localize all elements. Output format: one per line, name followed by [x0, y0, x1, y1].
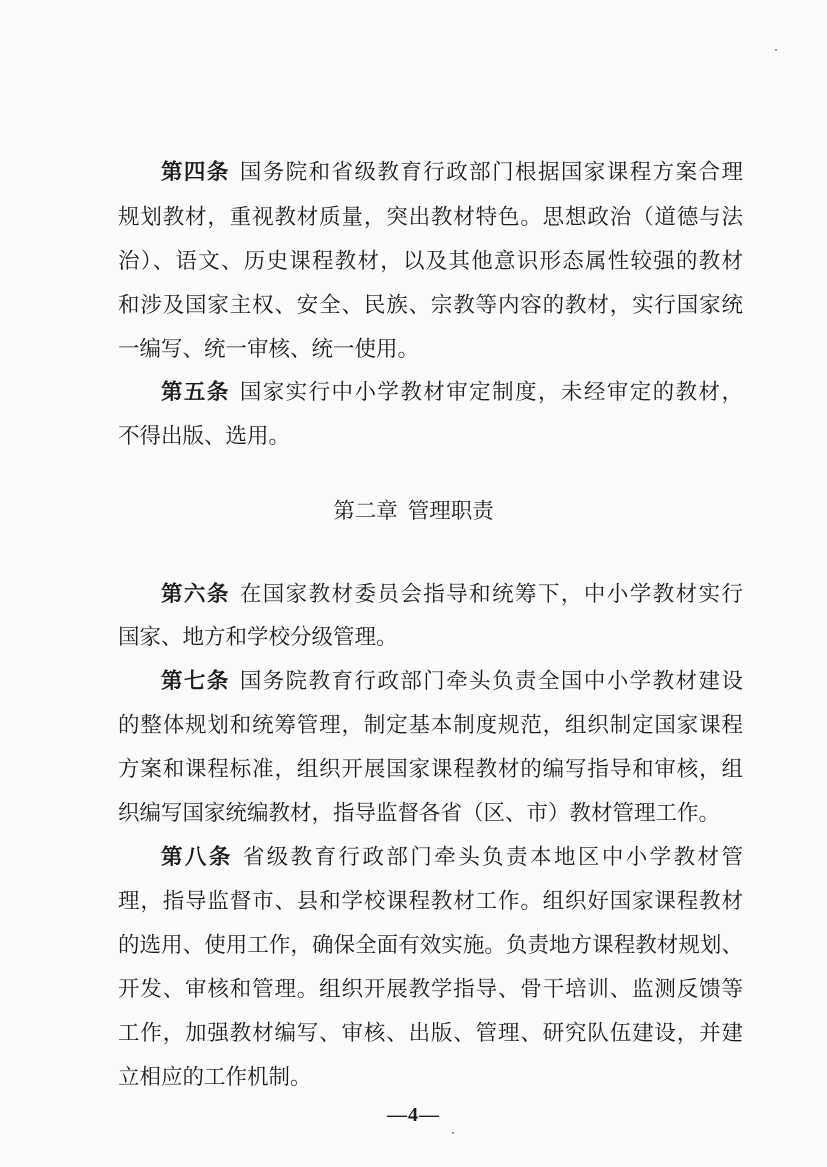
article-8-line-5: 工作，加强教材编写、审核、出版、管理、研究队伍建设，并建: [118, 1021, 743, 1046]
article-8-line-4: 开发、审核和管理。组织开展教学指导、骨干培训、监测反馈等: [118, 977, 743, 1002]
article-4-line-1: 第四条 国务院和省级教育行政部门根据国家课程方案合理: [161, 160, 743, 185]
scan-speck: [775, 49, 777, 51]
article-7-title: 第七条: [161, 669, 230, 694]
article-4-line-4: 和涉及国家主权、安全、民族、宗教等内容的教材，实行国家统: [118, 293, 743, 318]
chapter-heading: [0, 496, 827, 528]
article-6-line-1: 第六条 在国家教材委员会指导和统筹下，中小学教材实行: [161, 582, 743, 607]
article-8-line-6: 立相应的工作机制。: [118, 1065, 312, 1090]
article-4-line-3: 治）、语文、历史课程教材，以及其他意识形态属性较强的教材: [118, 249, 743, 274]
chapter-title: 管理职责: [407, 499, 494, 524]
article-8-title: 第八条: [161, 845, 233, 870]
article-5-line-1: 第五条 国家实行中小学教材审定制度，未经审定的教材，: [161, 380, 743, 405]
article-4-title: 第四条: [161, 160, 230, 185]
article-7-line-1: 第七条 国务院教育行政部门牵头负责全国中小学教材建设: [161, 669, 743, 694]
article-8-line-2: 理，指导监督市、县和学校课程教材工作。组织好国家课程教材: [118, 889, 743, 914]
article-6-title: 第六条: [161, 582, 230, 607]
article-7-line-2: 的整体规划和统筹管理，制定基本制度规范，组织制定国家课程: [118, 713, 743, 738]
chapter-number: 第二章: [333, 499, 398, 524]
article-5-title: 第五条: [161, 380, 230, 405]
article-6-line-2: 国家、地方和学校分级管理。: [118, 625, 398, 650]
article-5-line-2: 不得出版、选用。: [118, 424, 291, 449]
article-8-line-3: 的选用、使用工作，确保全面有效实施。负责地方课程教材规划、: [118, 933, 743, 958]
scan-speck: [452, 1132, 454, 1134]
page-number: —4—: [387, 1104, 440, 1126]
article-8-line-1: 第八条 省级教育行政部门牵头负责本地区中小学教材管: [161, 845, 743, 870]
article-7-line-3: 方案和课程标准，组织开展国家课程教材的编写指导和审核，组: [118, 757, 743, 782]
article-4-line-2: 规划教材，重视教材质量，突出教材特色。思想政治（道德与法: [118, 205, 743, 230]
article-4-line-5: 一编写、统一审核、统一使用。: [118, 337, 420, 362]
article-7-line-4: 织编写国家统编教材，指导监督各省（区、市）教材管理工作。: [118, 801, 721, 826]
